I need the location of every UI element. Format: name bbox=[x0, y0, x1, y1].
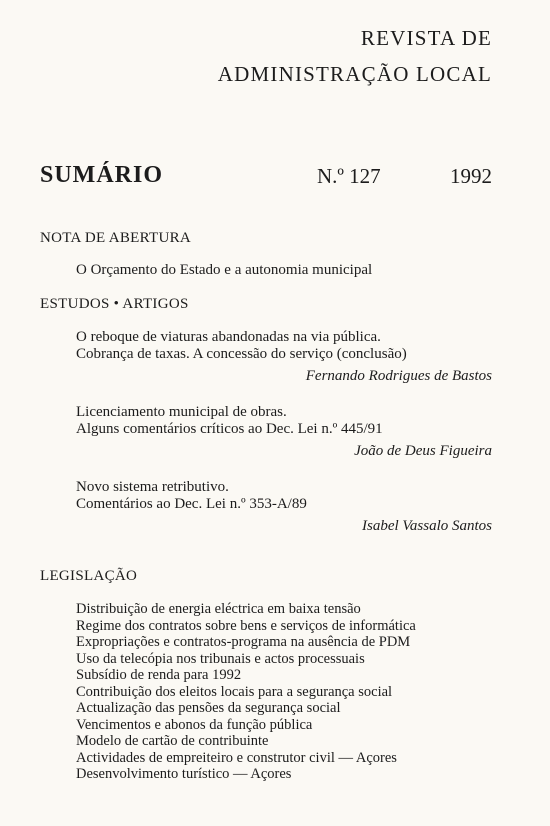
list-item: Distribuição de energia eléctrica em baixa tensão bbox=[76, 601, 361, 617]
list-item: Vencimentos e abonos da função pública bbox=[76, 716, 313, 733]
article-title-line: Comentários ao Dec. Lei n.º 353-A/89 bbox=[76, 496, 307, 512]
article-entry bbox=[76, 404, 492, 460]
article-author: João de Deus Figueira bbox=[354, 443, 492, 459]
article-author: Fernando Rodrigues de Bastos bbox=[305, 368, 492, 384]
contents-title: SUMÁRIO bbox=[40, 162, 164, 188]
contents-header bbox=[40, 162, 492, 196]
list-item: Actualização das pensões da segurança social bbox=[76, 700, 341, 716]
journal-title bbox=[218, 20, 492, 92]
article-title-line: Alguns comentários críticos ao Dec. Lei n.º 445/91 bbox=[76, 421, 383, 437]
list-item: Subsídio de renda para 1992 bbox=[76, 667, 242, 683]
list-item: Expropriações e contratos-programa na ausência de PDM bbox=[76, 634, 411, 650]
section-heading-legislacao: LEGISLAÇÃO bbox=[40, 568, 138, 584]
list-item: Regime dos contratos sobre bens e serviços de informática bbox=[76, 617, 416, 634]
journal-title-line1: REVISTA DE bbox=[360, 26, 492, 50]
section-heading-estudos-artigos: ESTUDOS • ARTIGOS bbox=[40, 296, 189, 312]
list-item: Actividades de empreiteiro e construtor civil — Açores bbox=[76, 749, 397, 766]
article-author: Isabel Vassalo Santos bbox=[361, 518, 492, 534]
article-title-line: Cobrança de taxas. A concessão do serviço (conclusão) bbox=[76, 346, 407, 362]
list-item: Uso da telecópia nos tribunais e actos processuais bbox=[76, 650, 365, 667]
list-item: O Orçamento do Estado e a autonomia municipal bbox=[76, 262, 373, 278]
section-heading-nota-abertura: NOTA DE ABERTURA bbox=[40, 230, 192, 246]
article-entry bbox=[76, 479, 492, 535]
journal-title-line2: ADMINISTRAÇÃO LOCAL bbox=[217, 62, 492, 86]
list-item: Contribuição dos eleitos locais para a segurança social bbox=[76, 683, 393, 700]
list-item: Desenvolvimento turístico — Açores bbox=[76, 766, 292, 782]
article-title-line: O reboque de viaturas abandonadas na via pública. bbox=[76, 329, 381, 345]
article-title-line: Novo sistema retributivo. bbox=[76, 479, 229, 495]
article-entry bbox=[76, 329, 492, 385]
article-title-line: Licenciamento municipal de obras. bbox=[76, 404, 287, 420]
issue-year: 1992 bbox=[450, 164, 492, 188]
list-item: Modelo de cartão de contribuinte bbox=[76, 733, 269, 749]
issue-number: N.º 127 bbox=[317, 164, 381, 188]
legislation-list bbox=[76, 601, 416, 783]
